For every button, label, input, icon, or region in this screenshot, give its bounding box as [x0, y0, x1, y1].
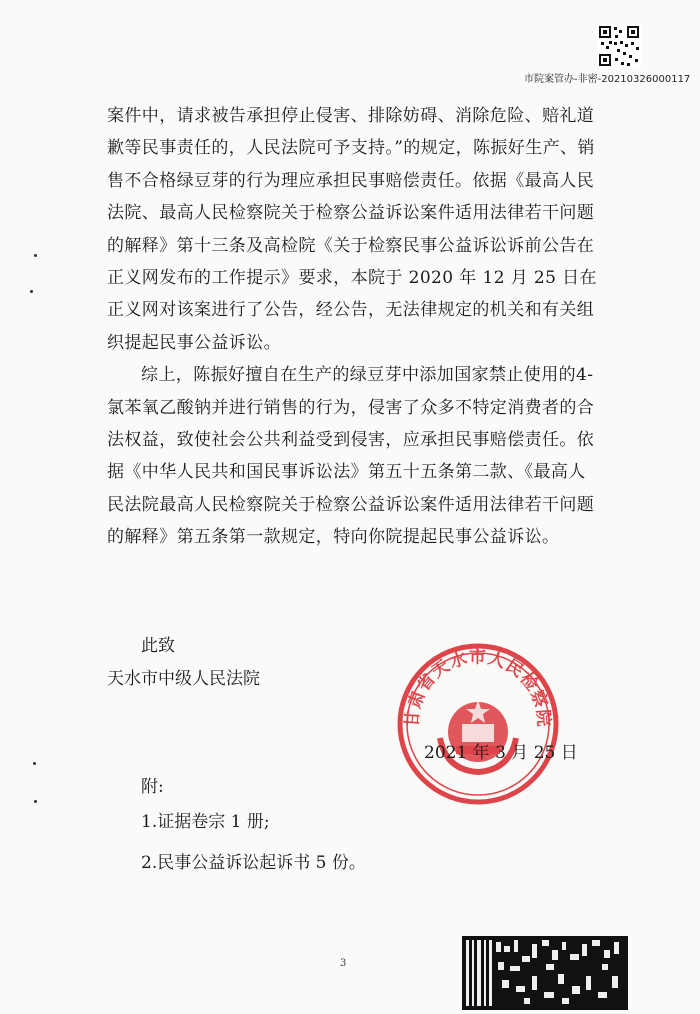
page-number: 3 [340, 958, 347, 969]
body-paragraph: 综上，陈振好擅自在生产的绿豆芽中添加国家禁止使用的4-氯苯氧乙酸钠并进行销售的行为，侵害了众多不特定消费者的合法权益，致使社会公共利益受到侵害，应承担民事赔偿责任。依据《中华人民共和国民事诉讼法》第五十五条第二款、《最高人民法院最高人民检察院关于检察公益诉讼案件适用法律若干问题的解释》第五条第一款规定，特向你院提起民事公益诉讼。 [107, 365, 595, 548]
official-seal-icon [396, 642, 560, 806]
salutation: 此致 [141, 636, 175, 656]
scan-mark [34, 254, 37, 257]
scan-mark [33, 762, 36, 765]
barcode-icon [462, 936, 628, 1010]
seal-text: 甘肃省天水市人民检察院 [402, 647, 554, 729]
qr-code-icon [597, 24, 641, 68]
body-paragraph: 案件中，请求被告承担停止侵害、排除妨碍、消除危险、赔礼道歉等民事责任的，人民法院可予支持。”的规定，陈振好生产、销售不合格绿豆芽的行为理应承担民事赔偿责任。依据《最高人民法院、最高人民检察院关于检察公益诉讼案件适用法律若干问题的解释》第十三条及高检院《关于检察民事公益诉讼诉前公告在正义网发布的工作提示》要求，本院于 2020 年 12 月 25 日在正义网对该案进行了公告，经公告，无法律规定的机关和有关组织提起民事公益诉讼。 [107, 106, 597, 353]
document-date: 2021 年 3 月 25 日 [424, 743, 578, 763]
case-reference-number: 市院案管办-非密-20210326000117 [524, 74, 691, 85]
scan-mark [30, 290, 33, 293]
scan-mark [34, 800, 37, 803]
attachments-title: 附: [141, 777, 164, 797]
attachment-item: 1.证据卷宗 1 册; [141, 812, 270, 832]
attachment-item: 2.民事公益诉讼起诉书 5 份。 [141, 853, 366, 873]
addressee-court: 天水市中级人民法院 [107, 669, 260, 689]
document-body [107, 100, 597, 554]
